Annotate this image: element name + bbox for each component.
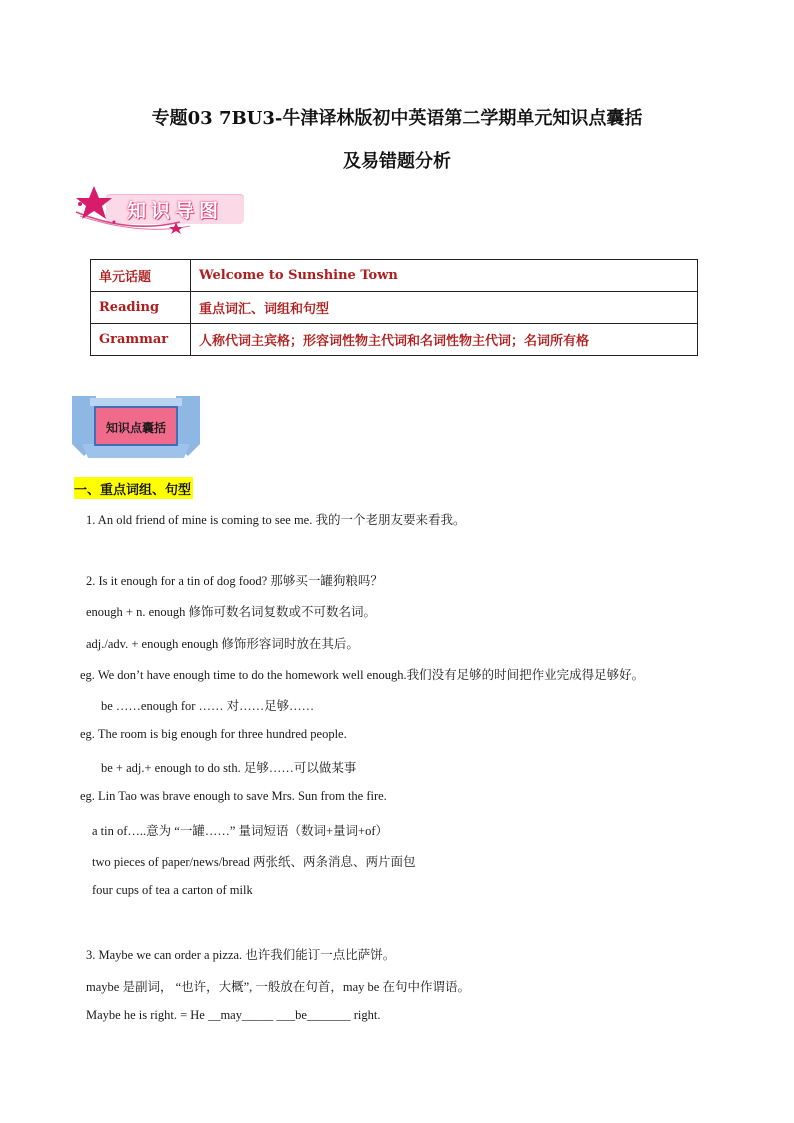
text-line: be ……enough for …… 对……足够……	[101, 699, 315, 713]
text-line: be + adj.+ enough to do sth. 足够……可以做某事	[101, 761, 357, 775]
table-row	[91, 324, 698, 356]
table-cell: 单元话题	[91, 260, 191, 292]
text-line: a tin of…..意为 “一罐……” 量词短语（数词+量词+of）	[92, 824, 389, 838]
text-line: eg. Lin Tao was brave enough to save Mrs. Sun from the fire.	[80, 789, 387, 803]
text-line: four cups of tea a carton of milk	[92, 883, 253, 897]
table-cell: 重点词汇、词组和句型	[191, 292, 698, 324]
text-line: eg. The room is big enough for three hundred people.	[80, 727, 347, 741]
star-icon	[70, 182, 250, 234]
table-cell: Reading	[91, 292, 191, 324]
unit-topic-table	[90, 259, 698, 356]
knowledge-map-badge	[70, 182, 250, 234]
text-line: 2. Is it enough for a tin of dog food? 那够买一罐狗粮吗？	[86, 574, 383, 588]
section-heading: 一、重点词组、句型	[74, 477, 193, 499]
text-line: adj./adv. + enough enough 修饰形容词时放在其后。	[86, 637, 359, 651]
knowledge-summary-badge	[72, 396, 200, 464]
table-cell: Welcome to Sunshine Town	[191, 260, 698, 292]
text-line: eg. We don’t have enough time to do the homework well enough.我们没有足够的时间把作业完成得足够好。	[80, 668, 645, 682]
knowledge-map-label: 知识导图	[126, 200, 223, 222]
text-line: two pieces of paper/news/bread 两张纸、两条消息、两片面包	[92, 855, 416, 869]
text-line: 1. An old friend of mine is coming to see me. 我的一个老朋友要来看我。	[86, 513, 466, 527]
text-line: 3. Maybe we can order a pizza. 也许我们能订一点比萨饼。	[86, 948, 396, 962]
table-row	[91, 260, 698, 292]
text-line: maybe 是副词， “也许，大概”, 一般放在句首，may be 在句中作谓语。	[86, 980, 470, 994]
text-line: Maybe he is right. = He __may_____ ___be_______ right.	[86, 1008, 381, 1022]
document-title-line-2: 及易错题分析	[343, 151, 451, 172]
table-row	[91, 292, 698, 324]
knowledge-summary-box	[94, 406, 178, 446]
table-cell: Grammar	[91, 324, 191, 356]
text-line: enough + n. enough 修饰可数名词复数或不可数名词。	[86, 605, 377, 619]
knowledge-summary-label: 知识点囊括	[105, 421, 166, 435]
table-cell: 人称代词主宾格；形容词性物主代词和名词性物主代词；名词所有格	[191, 324, 698, 356]
document-title-line-1: 专题03 7BU3-牛津译林版初中英语第二学期单元知识点囊括	[151, 108, 643, 129]
